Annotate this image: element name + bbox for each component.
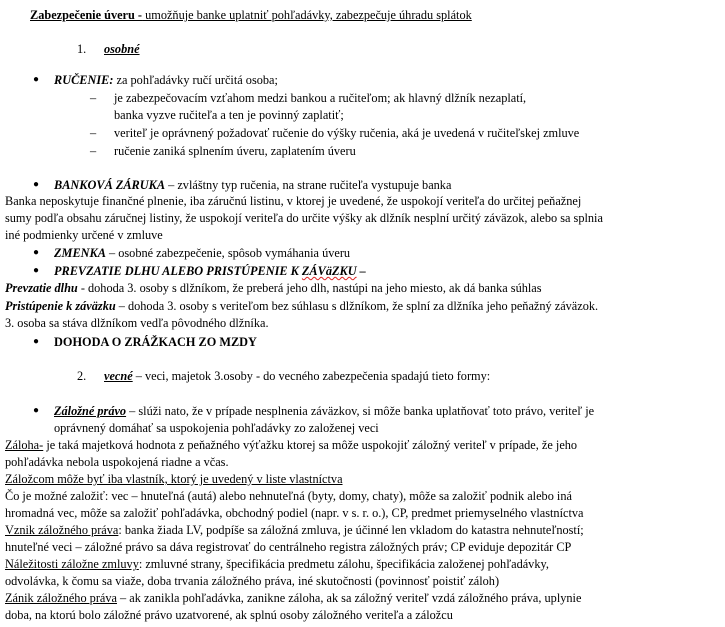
section1-number: 1. (77, 42, 87, 56)
section2-rest: – veci, majetok 3.osoby - do vecného zabezpečenia spadajú tieto formy: (132, 369, 491, 383)
prevzatie-term-b: ZÁVäZKU (301, 264, 357, 278)
bullet-icon: ● (33, 265, 40, 276)
pristupenie-p2: 3. osoba sa stáva dlžníkom vedľa pôvodného dlžníka. (5, 316, 269, 330)
rucenie-dash1b: banka vyzve ručiteľa a ten je povinný zaplatiť; (114, 108, 344, 122)
prevzatie-dlhu-term: Prevzatie dlhu (5, 281, 78, 295)
bankova-term: BANKOVÁ ZÁRUKA (54, 178, 166, 192)
zanik-rest: – ak zanikla pohľadávka, zanikne záloha, ak sa záložný veriteľ vzdá záložného práva, uplynie (116, 591, 582, 605)
prevzatie-line (54, 263, 366, 279)
rucenie-dash1a: je zabezpečovacím vzťahom medzi bankou a ručiteľom; ak hlavný dlžník nezaplatí, (114, 91, 527, 105)
rucenie-term: RUČENIE: (54, 73, 114, 87)
section2-title: vecné (104, 369, 133, 383)
bankova-rest: – zvláštny typ ručenia, na strane ručiteľa vystupuje banka (165, 178, 452, 192)
zaloha-line (5, 437, 577, 453)
bullet-icon: ● (33, 405, 40, 416)
prevzatie-term-c: – (356, 264, 366, 278)
bankova-p2: sumy podľa obsahu záručnej listiny, že uspokojí veriteľa do určite výšky ak dlžník nesplní určitý záväzok, alebo sa splnia (5, 211, 603, 225)
co-line-2: hromadná vec, môže sa založiť pohľadávka, obchodný podiel (napr. v s. r. o.), CP, predmet priemyselného vlastníctva (5, 506, 584, 520)
zaloha-term: Záloha- (5, 438, 44, 452)
zmenka-rest: – osobné zabezpečenie, spôsob vymáhania úveru (105, 246, 351, 260)
rucenie-dash2: veriteľ je oprávnený požadovať ručenie do výšky ručenia, aká je uvedená v ručiteľskej zmluve (114, 126, 580, 140)
bankova-p1: Banka neposkytuje finančné plnenie, iba záručnú listinu, v ktorej je uvedené, že uspokojí veriteľa do určitej peňažnej (5, 194, 582, 208)
co-line-1: Čo je možné založiť: vec – hnuteľná (autá) alebo nehnuteľná (byty, domy, chaty), môže sa založiť podnik alebo iná (5, 489, 572, 503)
nalez-rest: : zmluvné strany, špecifikácia predmetu zálohu, špecifikácia založenej pohľadávky, (138, 557, 549, 571)
rucenie-rest: za pohľadávky ručí určitá osoba; (113, 73, 278, 87)
section1-title-line (104, 41, 140, 57)
zanik-p2: doba, na ktorú bolo záložné právo uzatvorené, ak splnú osoby záložného veriteľa a záložcu (5, 608, 453, 622)
dash-icon: – (90, 91, 97, 105)
rucenie-dash3: ručenie zaniká splnením úveru, zaplatením úveru (114, 144, 356, 158)
dohoda-line (54, 334, 257, 350)
zalozne-rest: – slúži nato, že v prípade nesplnenia záväzkov, si môže banka uplatňovať toto právo, veriteľ je (126, 404, 595, 418)
zalozcom-line: Záložcom môže byť iba vlastník, ktorý je uvedený v liste vlastníctva (5, 472, 343, 486)
pristupenie-rest: – dohoda 3. osoby s veriteľom bez súhlasu s dlžníkom, že splní za dlžníka jeho peňažný záväzok. (115, 299, 599, 313)
zaloha-rest: je taká majetková hodnota z peňažného výťažku ktorej sa môže uspokojiť záložný veriteľ v prípade, že jeho (43, 438, 578, 452)
intro-line (30, 7, 472, 23)
bankova-line (54, 177, 451, 193)
zmenka-line (54, 245, 350, 261)
vznik-p2: hnuteľné veci – záložné právo sa dáva registrovať do centrálneho registra záložných práv; CP eviduje depozitár CP (5, 540, 572, 554)
rucenie-line (54, 72, 278, 88)
bankova-p3: iné podmienky určené v zmluve (5, 228, 163, 242)
pristupenie-line (5, 298, 598, 314)
vznik-term: Vznik záložného práva (5, 523, 119, 537)
prevzatie-term-a: PREVZATIE DLHU ALEBO PRISTÚPENIE K (54, 264, 302, 278)
zanik-term: Zánik záložného práva (5, 591, 117, 605)
bullet-icon: ● (33, 179, 40, 190)
zaloha-p2: pohľadávka nebola uspokojená riadne a včas. (5, 455, 229, 469)
dash-icon: – (90, 126, 97, 140)
bullet-icon: ● (33, 336, 40, 347)
nalez-line (5, 556, 549, 572)
nalez-p2: odvolávka, k čomu sa viaže, doba trvania záložného práva, iné skutočnosti (povinnosť poistiť záloh) (5, 574, 500, 588)
nalez-term: Náležitosti záložne zmluvy (5, 557, 139, 571)
pristupenie-term: Pristúpenie k záväzku (5, 299, 116, 313)
zanik-line (5, 590, 581, 606)
intro-rest: umožňuje banke uplatniť pohľadávky, zabezpečuje úhradu splátok (142, 8, 472, 22)
section2-line (104, 368, 490, 384)
section1-title: osobné (104, 42, 140, 56)
zalozne-term: Záložné právo (54, 404, 127, 418)
vznik-rest: : banka žiada LV, podpíše sa záložná zmluva, je účinné len vkladom do katastra nehnuteľností; (118, 523, 584, 537)
bullet-icon: ● (33, 247, 40, 258)
zalozne-line (54, 403, 594, 419)
vznik-line (5, 522, 584, 538)
intro-term: Zabezpečenie úveru - (30, 8, 143, 22)
bullet-icon: ● (33, 74, 40, 85)
prevzatie-dlhu-rest: - dohoda 3. osoby s dlžníkom, že preberá jeho dlh, nastúpi na jeho miesto, ak dá banka súhlas (77, 281, 542, 295)
section2-number: 2. (77, 369, 87, 383)
zmenka-term: ZMENKA (54, 246, 106, 260)
prevzatie-dlhu-line (5, 280, 542, 296)
dohoda-term: DOHODA O ZRÁŽKACH ZO MZDY (54, 335, 257, 349)
dash-icon: – (90, 144, 97, 158)
zalozne-rest2: oprávnený domáhať sa uspokojenia pohľadávky zo založenej veci (54, 421, 379, 435)
